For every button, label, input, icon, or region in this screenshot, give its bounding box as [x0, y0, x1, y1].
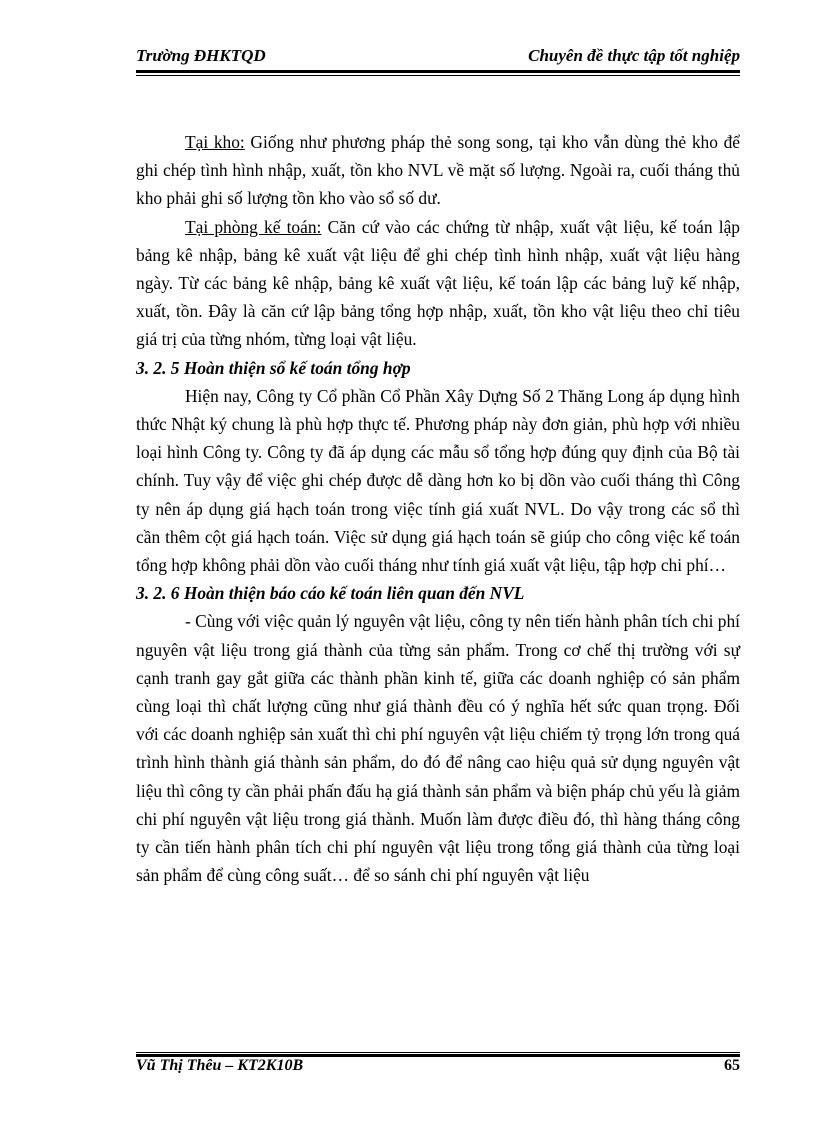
- header-title: Chuyên đề thực tập tốt nghiệp: [528, 46, 740, 65]
- page-number: 65: [724, 1057, 740, 1074]
- header-rule-thick: [136, 70, 740, 73]
- document-body: [136, 128, 740, 889]
- page-header: [136, 44, 740, 70]
- page-footer: [136, 1057, 740, 1081]
- text-tai-phong-ke-toan: Căn cứ vào các chứng từ nhập, xuất vật liệu, kế toán lập bảng kê nhập, bảng kê xuất vật liệu để ghi chép tình hình nhập, xuất vật liệu hàng ngày. Từ các bảng kê nhập, bảng kê xuất vật liệu, kế toán lập các bảng luỹ kế nhập, xuất, tồn. Đây là căn cứ lập bảng tổng hợp nhập, xuất, tồn kho vật liệu theo chỉ tiêu giá trị của từng nhóm, từng loại vật liệu.: [136, 216, 741, 350]
- paragraph-cung-voi: - Cùng với việc quản lý nguyên vật liệu, công ty nên tiến hành phân tích chi phí nguyên vật liệu trong giá thành của từng sản phẩm. Trong cơ chế thị trường với sự cạnh tranh gay gắt giữa các thành phần kinh tế, giữa các doanh nghiệp có sản phẩm cùng loại thì chất lượng cũng như giá thành đều có ý nghĩa hết sức quan trọng. Đối với các doanh nghiệp sản xuất thì chi phí nguyên vật liệu chiếm tỷ trọng lớn trong quá trình hình thành giá thành sản phẩm, do đó để nâng cao hiệu quả sử dụng nguyên vật liệu thì công ty cần phải phấn đấu hạ giá thành sản phẩm và biện pháp chủ yếu là giảm chi phí nguyên vật liệu trong giá thành. Muốn làm được điều đó, thì hàng tháng công ty cần tiến hành phân tích chi phí nguyên vật liệu trong tổng giá thành của từng loại sản phẩm để cùng công suất… để so sánh chi phí nguyên vật liệu: [136, 611, 740, 886]
- header-rule-thin: [136, 75, 740, 76]
- label-tai-phong-ke-toan: Tại phòng kế toán:: [185, 216, 322, 237]
- paragraph-hien-nay: Hiện nay, Công ty Cổ phần Cổ Phần Xây Dựng Số 2 Thăng Long áp dụng hình thức Nhật ký chung là phù hợp thực tế. Phương pháp này đơn giản, phù hợp với nhiều loại hình Công ty. Công ty đã áp dụng các mẫu sổ tổng hợp đúng quy định của Bộ tài chính. Tuy vậy để việc ghi chép được dễ dàng hơn ko bị dồn vào cuối tháng thì Công ty nên áp dụng giá hạch toán trong việc tính giá xuất NVL. Do vậy trong các sổ thì cần thêm cột giá hạch toán. Việc sử dụng giá hạch toán sẽ giúp cho công việc kế toán tổng hợp không phải dồn vào cuối tháng như tính giá xuất vật liệu, tập hợp chi phí…: [136, 385, 740, 576]
- label-tai-kho: Tại kho:: [185, 132, 245, 152]
- text-tai-kho: Giống như phương pháp thẻ song song, tại kho vẫn dùng thẻ kho để ghi chép tình hình nhập, xuất, tồn kho NVL về mặt số lượng. Ngoài ra, cuối tháng thủ kho phải ghi số lượng tồn kho vào sổ số dư.: [136, 132, 740, 209]
- paragraph-tai-kho: [136, 128, 740, 213]
- footer-author: Vũ Thị Thêu – KT2K10B: [136, 1057, 304, 1074]
- section-heading-3-2-6: 3. 2. 6 Hoàn thiện báo cáo kế toán liên quan đến NVL: [136, 583, 525, 604]
- section-heading-3-2-5: 3. 2. 5 Hoàn thiện sổ kế toán tổng hợp: [136, 357, 411, 378]
- header-school: Trường ĐHKTQD: [136, 46, 266, 65]
- paragraph-tai-phong-ke-toan: [136, 213, 740, 354]
- footer-rule-thin: [136, 1052, 740, 1053]
